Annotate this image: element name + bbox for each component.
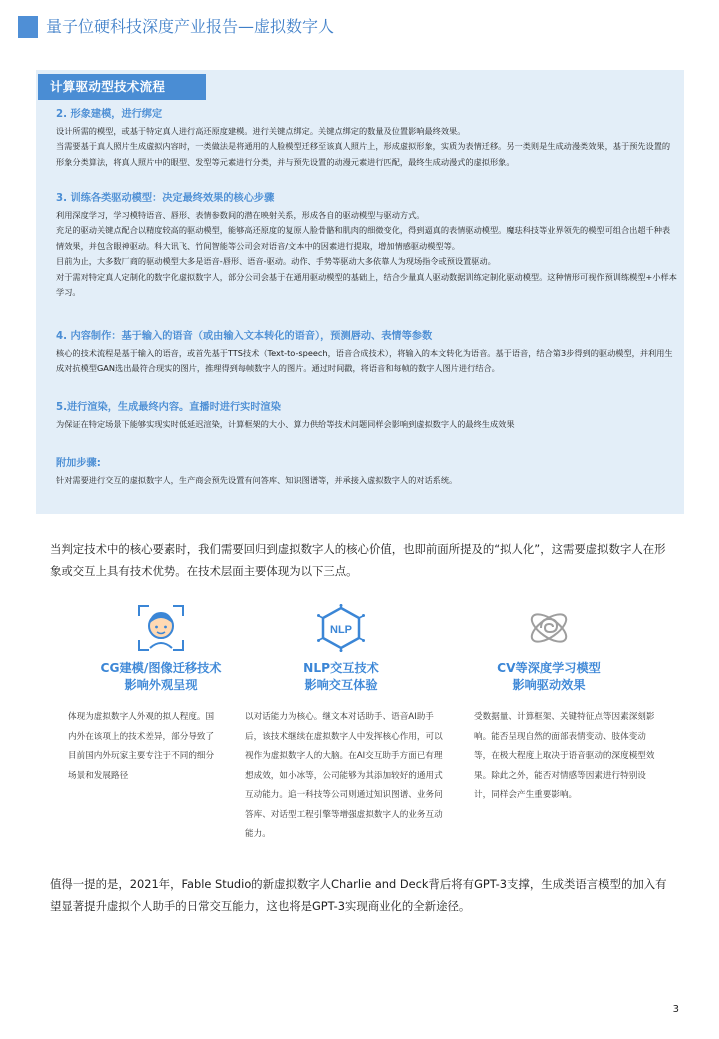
section-modeling xyxy=(56,107,678,170)
process-box-tag: 计算驱动型技术流程 xyxy=(38,74,206,100)
tech-column-title: NLP交互技术 xyxy=(303,661,379,675)
section-heading: 5.进行渲染，生成最终内容。直播时进行实时渲染 xyxy=(56,402,281,413)
nlp-icon-label: NLP xyxy=(330,624,352,636)
section-heading: 3. 训练各类驱动模型：决定最终效果的核心步骤 xyxy=(56,193,275,204)
intro-paragraph: 当判定技术中的核心要素时，我们需要回归到虚拟数字人的核心价值，也即前面所提及的“拟人化”，这需要虚拟数字人在形象或交互上具有技术优势。在技术层面主要体现为以下三点。 xyxy=(50,542,666,578)
section-additional xyxy=(56,456,678,488)
section-training xyxy=(56,191,678,300)
section-text: 利用深度学习，学习模特语音、唇形、表情参数间的潜在映射关系，形成各自的驱动模型与驱动方式。 xyxy=(56,210,425,220)
section-text: 为保证在特定场景下能够实现实时低延迟渲染，计算框架的大小、算力供给等技术问题同样会影响到虚拟数字人的最终生成效果 xyxy=(56,419,515,429)
face-scan-icon xyxy=(137,604,185,652)
section-heading: 2. 形象建模，进行绑定 xyxy=(56,109,163,120)
section-text: 充足的驱动关键点配合以精度较高的驱动模型，能够高还原度的复原人脸骨骼和肌肉的细微变化，得到逼真的表情驱动模型。魔珐科技等业界领先的模型可组合出超千种表情效果，并包含眼神驱动。科大讯飞、竹间智能等公司会对语音/文本中的因素进行提取，增加情感驱动模型等。 xyxy=(56,225,671,251)
section-heading: 4. 内容制作：基于输入的语音（或由输入文本转化的语音），预测唇动、表情等参数 xyxy=(56,331,433,342)
section-text: 目前为止，大多数厂商的驱动模型大多是语音-唇形、语音-驱动。动作、手势等驱动大多依靠人为现场指令或预设置驱动。 xyxy=(56,256,496,267)
page-header-title: 量子位硬科技深度产业报告—虚拟数字人 xyxy=(46,17,335,36)
section-text: 针对需要进行交互的虚拟数字人，生产商会预先设置有问答库、知识图谱等，并承接入虚拟数字人的对话系统。 xyxy=(56,475,458,485)
section-content-production xyxy=(56,329,678,377)
tech-column-subtitle: 影响外观呈现 xyxy=(124,678,198,692)
section-heading: 附加步骤: xyxy=(56,458,101,469)
tech-column-subtitle: 影响驱动效果 xyxy=(512,678,586,692)
tech-column-description: 体现为虚拟数字人外观的拟人程度。国内外在该项上的技术差异，部分导致了目前国内外玩家主要专注于不同的细分场景和发展路径 xyxy=(68,712,215,781)
section-text: 对于需对特定真人定制化的数字化虚拟数字人，部分公司会基于在通用驱动模型的基础上，结合少量真人驱动数据训练定制化驱动模型。这种情形可视作预训练模型+小样本学习。 xyxy=(56,271,677,298)
header-accent-bar xyxy=(18,16,38,38)
tech-column-description: 受数据量、计算框架、关键特征点等因素深刻影响。能否呈现自然的面部表情变动、肢体变动等，在极大程度上取决于语音驱动的深度模型效果。除此之外，能否对情感等因素进行特别设计，同样会产生重要影响。 xyxy=(474,712,655,800)
tech-column-title: CV等深度学习模型 xyxy=(497,661,601,675)
section-text: 当需要基于真人照片生成虚拟内容时，一类做法是将通用的人脸模型迁移至该真人照片上，形成虚拟形象，实质为表情迁移。另一类则是生成动漫类效果，基于预先设置的形象分类算法，将真人照片中的眼型、发型等元素进行分类，并与预先设置的动漫元素进行匹配，最终生成动漫式的虚拟形象。 xyxy=(56,141,671,167)
tech-column-nlp xyxy=(236,604,446,693)
tech-column-description: 以对话能力为核心。继文本对话助手、语音AI助手后，该技术继续在虚拟数字人中发挥核心作用，可以视作为虚拟数字人的大脑。在AI交互助手方面已有理想成效，如小冰等，公司能够为其添加较好的通用式互动能力。追一科技等公司则通过知识图谱、业务问答库、对话型工程引擎等增强虚拟数字人的业务互动能力。 xyxy=(245,712,443,839)
nlp-icon xyxy=(316,604,366,652)
page-number: 3 xyxy=(672,1004,679,1015)
section-text: 核心的技术流程是基于输入的语音，或首先基于TTS技术（Text-to-speech，语音合成技术），将输入的本文转化为语音。基于语音，结合第3步得到的驱动模型，并利用生成对抗模型GAN选出最符合现实的图片，推理得到每帧数字人的图片。通过时间戳，将语音和每帧的数字人图片进行结合。 xyxy=(56,348,673,374)
tech-column-title: CG建模/图像迁移技术 xyxy=(100,661,222,675)
tech-column-subtitle: 影响交互体验 xyxy=(304,678,378,692)
process-info-box xyxy=(36,70,684,514)
tech-column-cv xyxy=(444,604,654,693)
section-text: 设计所需的模型，或基于特定真人进行高还原度建模。进行关键点绑定。关键点绑定的数量及位置影响最终效果。 xyxy=(56,126,466,136)
section-rendering xyxy=(56,400,678,432)
ai-brain-icon xyxy=(525,604,573,652)
tech-column-cg xyxy=(56,604,266,693)
closing-paragraph: 值得一提的是，2021年，Fable Studio的新虚拟数字人Charlie and Deck背后将有GPT-3支撑，生成类语言模型的加入有望显著提升虚拟个人助手的日常交互能力，这也将是GPT-3实现商业化的全新途径。 xyxy=(50,877,667,913)
